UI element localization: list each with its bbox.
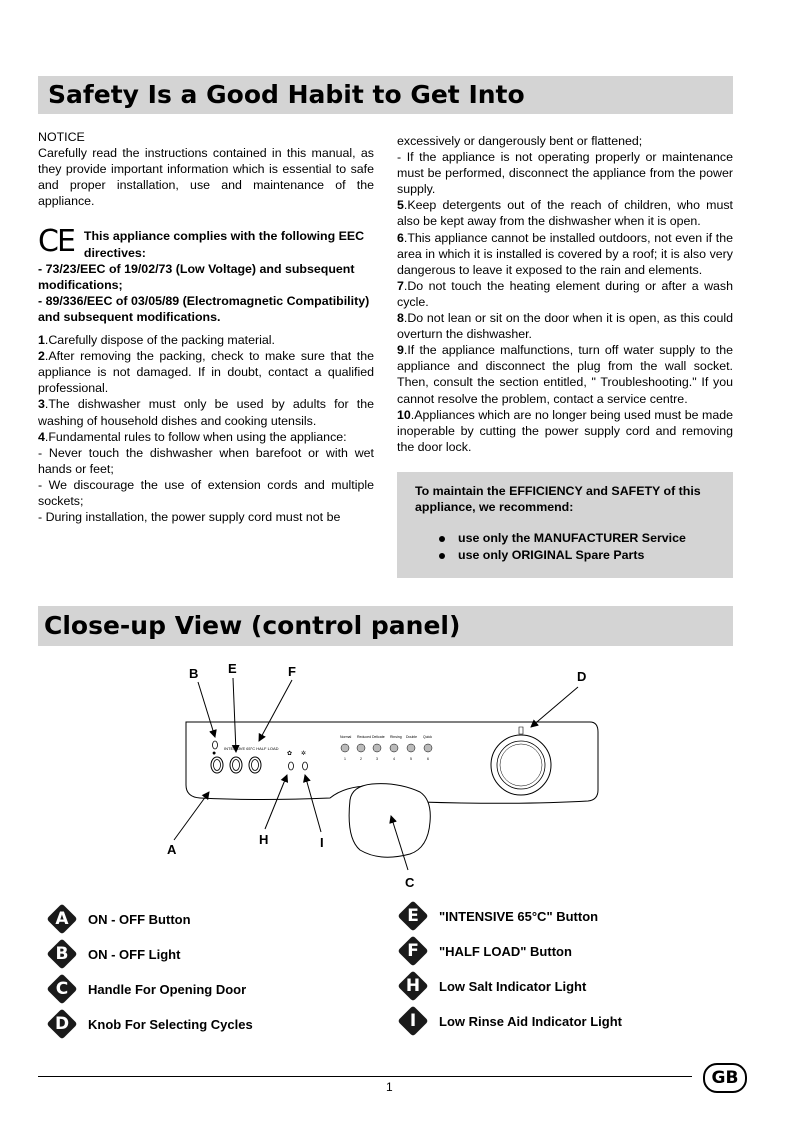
section-title: Safety Is a Good Habit to Get Into bbox=[48, 80, 525, 109]
rule-4: - If the appliance is not operating properly or maintenance must be performed, disconnect the appliance from the power supply. bbox=[397, 150, 733, 197]
svg-text:Double: Double bbox=[406, 735, 418, 739]
svg-text:6: 6 bbox=[427, 757, 429, 761]
rinse-aid-icon: ✲ bbox=[301, 751, 307, 757]
letter-d-icon: D bbox=[46, 1008, 78, 1040]
language-badge: GB bbox=[703, 1063, 747, 1093]
safety-item-2: 2.After removing the packing, check to make sure that the appliance is not damaged. If in doubt, contact a qualified professional. bbox=[38, 349, 374, 396]
callout-d: D bbox=[577, 669, 587, 684]
safety-item-4: 4.Fundamental rules to follow when using the appliance: bbox=[38, 429, 347, 444]
directive-2: - 89/336/EEC of 03/05/89 (Electromagnetic Compatibility) and subsequent modifications. bbox=[38, 293, 370, 324]
legend-item-h: H Low Salt Indicator Light bbox=[397, 970, 586, 1002]
callout-b: B bbox=[189, 666, 199, 681]
section-banner-safety bbox=[38, 76, 733, 114]
legend-item-b: B ON - OFF Light bbox=[46, 938, 180, 970]
svg-text:Delicate: Delicate bbox=[372, 735, 385, 739]
letter-f-icon: F bbox=[397, 935, 429, 967]
letter-h-icon: H bbox=[397, 970, 429, 1002]
recommend-title: To maintain the EFFICIENCY and SAFETY of this appliance, we recommend: bbox=[415, 484, 701, 514]
directive-1: - 73/23/EEC of 19/02/73 (Low Voltage) and subsequent modifications; bbox=[38, 261, 355, 292]
safety-item-5: 5.Keep detergents out of the reach of children, who must also be kept away from the dishwasher when it is open. bbox=[397, 198, 733, 229]
legend-item-f: F "HALF LOAD" Button bbox=[397, 935, 572, 967]
rule-3: - During installation, the power supply cord must not be bbox=[38, 510, 341, 525]
section-banner-control-panel bbox=[38, 606, 733, 646]
ce-compliance bbox=[38, 224, 374, 260]
right-column bbox=[397, 133, 733, 455]
recommend-item: use only ORIGINAL Spare Parts bbox=[439, 547, 686, 564]
svg-text:4: 4 bbox=[393, 757, 395, 761]
safety-item-1: 1.Carefully dispose of the packing material. bbox=[38, 333, 275, 348]
rule-1: - Never touch the dishwasher when barefoot or with wet hands or feet; bbox=[38, 445, 374, 476]
notice-label: NOTICE bbox=[38, 130, 85, 144]
safety-item-10: 10.Appliances which are no longer being used must be made inoperable by cutting the power supply cord and removing the door lock. bbox=[397, 407, 733, 454]
rule-2: - We discourage the use of extension cords and multiple sockets; bbox=[38, 477, 374, 508]
svg-text:2: 2 bbox=[360, 757, 362, 761]
callout-a: A bbox=[167, 842, 177, 857]
legend-item-i: I Low Rinse Aid Indicator Light bbox=[397, 1005, 622, 1037]
safety-item-8: 8.Do not lean or sit on the door when it is open, as this could overturn the dishwasher. bbox=[397, 311, 733, 342]
button-labels-icon: INTENSIVE 65°C HALF LOAD bbox=[224, 746, 279, 751]
recommendation-box bbox=[397, 472, 733, 578]
legend-item-c: C Handle For Opening Door bbox=[46, 973, 246, 1005]
svg-text:3: 3 bbox=[376, 757, 378, 761]
legend-item-a: A ON - OFF Button bbox=[46, 903, 191, 935]
letter-i-icon: I bbox=[397, 1005, 429, 1037]
section-title: Close-up View (control panel) bbox=[44, 611, 461, 640]
letter-e-icon: E bbox=[397, 900, 429, 932]
callout-h: H bbox=[259, 832, 269, 847]
letter-c-icon: C bbox=[46, 973, 78, 1005]
leader-a bbox=[174, 792, 209, 840]
svg-text:5: 5 bbox=[410, 757, 412, 761]
safety-item-6: 6.This appliance cannot be installed outdoors, not even if the area in which it is installed is covered by a roof; it is also very dangerous to leave it exposed to the rain and elements. bbox=[397, 230, 733, 277]
bullet-icon bbox=[439, 536, 445, 542]
ce-mark-icon: CE bbox=[38, 224, 74, 260]
callout-f: F bbox=[288, 664, 296, 679]
footer-rule bbox=[38, 1076, 692, 1077]
svg-text:Reduced: Reduced bbox=[357, 735, 372, 739]
svg-text:Normal: Normal bbox=[340, 735, 352, 739]
letter-b-icon: B bbox=[46, 938, 78, 970]
bullet-icon bbox=[439, 553, 445, 559]
safety-item-3: 3.The dishwasher must only be used by adults for the washing of household dishes and cooking utensils. bbox=[38, 397, 374, 428]
ce-text: This appliance complies with the following EEC directives: bbox=[83, 229, 365, 260]
svg-text:Rinsing: Rinsing bbox=[390, 735, 402, 739]
on-off-symbol-icon: ● bbox=[212, 750, 217, 757]
notice-text: Carefully read the instructions contained in this manual, as they provide important information which is essential to safe and proper installation, use and maintenance of the appliance. bbox=[38, 146, 374, 209]
control-panel-diagram bbox=[0, 650, 802, 900]
callout-c: C bbox=[405, 875, 415, 890]
svg-text:Quick: Quick bbox=[423, 735, 432, 739]
rule-3-cont: excessively or dangerously bent or flattened; bbox=[397, 134, 643, 148]
letter-a-icon: A bbox=[46, 903, 78, 935]
recommend-item: use only the MANUFACTURER Service bbox=[439, 530, 686, 547]
svg-text:1: 1 bbox=[344, 757, 346, 761]
safety-item-9: 9.If the appliance malfunctions, turn off water supply to the appliance and disconnect the plug from the wall socket. Then, consult the section entitled, " Troubleshooting." If you cannot resolve the problem, contact a service centre. bbox=[397, 343, 733, 406]
door-handle bbox=[349, 784, 430, 858]
salt-icon: ✿ bbox=[287, 751, 293, 757]
left-column bbox=[38, 129, 374, 525]
callout-i: I bbox=[320, 835, 324, 850]
legend-item-d: D Knob For Selecting Cycles bbox=[46, 1008, 253, 1040]
page-number: 1 bbox=[386, 1080, 393, 1094]
recommend-list bbox=[439, 530, 686, 564]
legend-item-e: E "INTENSIVE 65°C" Button bbox=[397, 900, 598, 932]
leader-d bbox=[531, 687, 578, 727]
callout-e: E bbox=[228, 661, 237, 676]
safety-item-7: 7.Do not touch the heating element during or after a wash cycle. bbox=[397, 278, 733, 309]
